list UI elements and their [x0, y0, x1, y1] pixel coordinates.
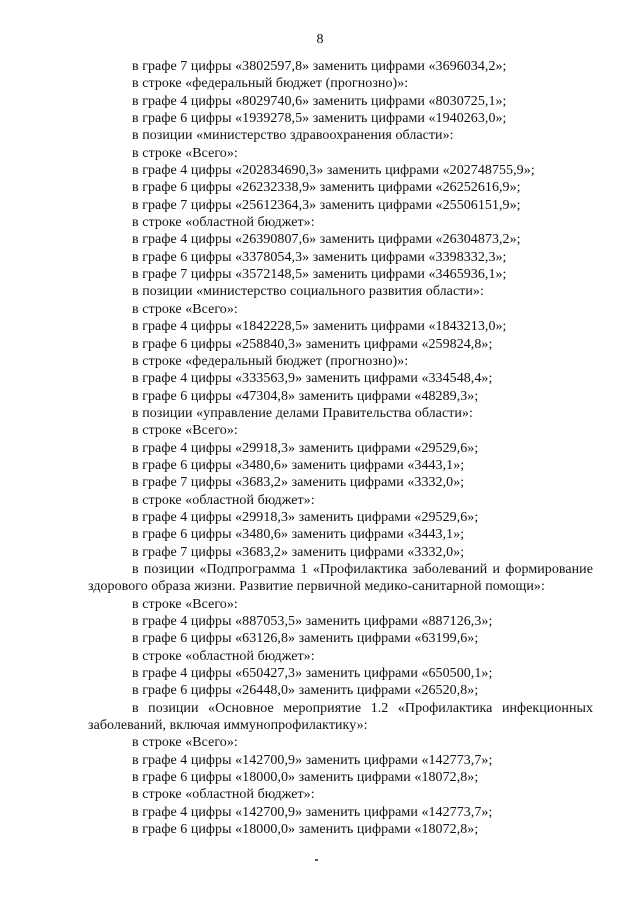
amendment-line: в графе 6 цифры «258840,3» заменить цифрами «259824,8»;: [132, 336, 493, 352]
section-line: в строке «областной бюджет»:: [132, 215, 315, 231]
section-line: в строке «федеральный бюджет (прогнозно)»:: [132, 76, 409, 92]
position-line: в позиции «министерство здравоохранения области»:: [132, 128, 454, 144]
page-number: 8: [316, 32, 324, 47]
amendment-line: в графе 7 цифры «3802597,8» заменить цифрами «3696034,2»;: [132, 59, 507, 74]
amendment-line: в графе 4 цифры «26390807,6» заменить цифрами «26304873,2»;: [132, 232, 521, 248]
position-continuation-line: здорового образа жизни. Развитие первичной медико-санитарной помощи»:: [88, 579, 545, 595]
amendment-line: в графе 6 цифры «18000,0» заменить цифрами «18072,8»;: [132, 770, 479, 786]
section-line: в строке «областной бюджет»:: [132, 492, 315, 508]
section-line: в строке «федеральный бюджет (прогнозно)»:: [132, 353, 409, 369]
position-line: в позиции «Подпрограмма 1 «Профилактика заболеваний и формирование: [132, 561, 593, 577]
position-line: в позиции «Основное мероприятие 1.2 «Профилактика инфекционных: [132, 700, 593, 716]
amendment-line: в графе 4 цифры «29918,3» заменить цифрами «29529,6»;: [132, 509, 479, 525]
amendment-line: в графе 6 цифры «26232338,9» заменить цифрами «26252616,9»;: [132, 180, 521, 196]
section-line: в строке «Всего»:: [132, 423, 238, 439]
section-line: в строке «областной бюджет»:: [132, 787, 315, 803]
amendment-line: в графе 6 цифры «3480,6» заменить цифрами «3443,1»;: [132, 457, 465, 473]
position-line: в позиции «министерство социального развития области»:: [132, 284, 484, 300]
amendment-line: в графе 4 цифры «333563,9» заменить цифрами «334548,4»;: [132, 371, 493, 387]
amendment-line: в графе 4 цифры «202834690,3» заменить цифрами «202748755,9»;: [132, 163, 535, 179]
section-line: в строке «Всего»:: [132, 301, 238, 317]
position-line: в позиции «управление делами Правительства области»:: [132, 405, 473, 421]
amendment-line: в графе 7 цифры «25612364,3» заменить цифрами «25506151,9»;: [132, 197, 521, 213]
amendment-line: в графе 4 цифры «8029740,6» заменить цифрами «8030725,1»;: [132, 93, 507, 109]
amendment-line: в графе 4 цифры «142700,9» заменить цифрами «142773,7»;: [132, 804, 493, 820]
amendment-line: в графе 7 цифры «3572148,5» заменить цифрами «3465936,1»;: [132, 267, 507, 283]
section-line: в строке «Всего»:: [132, 596, 238, 612]
amendment-line: в графе 6 цифры «63126,8» заменить цифрами «63199,6»;: [132, 631, 479, 647]
amendment-line: в графе 4 цифры «650427,3» заменить цифрами «650500,1»;: [132, 666, 493, 682]
section-line: в строке «областной бюджет»:: [132, 648, 315, 664]
amendment-line: в графе 6 цифры «3378054,3» заменить цифрами «3398332,3»;: [132, 249, 507, 265]
amendment-line: в графе 4 цифры «1842228,5» заменить цифрами «1843213,0»;: [132, 319, 507, 335]
amendment-line: в графе 4 цифры «142700,9» заменить цифрами «142773,7»;: [132, 752, 493, 768]
amendment-line: в графе 4 цифры «29918,3» заменить цифрами «29529,6»;: [132, 440, 479, 456]
amendment-line: в графе 4 цифры «887053,5» заменить цифрами «887126,3»;: [132, 614, 493, 629]
position-continuation-line: заболеваний, включая иммунопрофилактику»:: [88, 718, 368, 734]
scan-mark: [315, 859, 318, 861]
amendment-line: в графе 6 цифры «47304,8» заменить цифрами «48289,3»;: [132, 388, 479, 404]
amendment-line: в графе 7 цифры «3683,2» заменить цифрами «3332,0»;: [132, 475, 465, 491]
section-line: в строке «Всего»:: [132, 145, 238, 161]
amendment-line: в графе 6 цифры «3480,6» заменить цифрами «3443,1»;: [132, 527, 465, 543]
amendment-line: в графе 6 цифры «18000,0» заменить цифрами «18072,8»;: [132, 822, 479, 838]
amendment-line: в графе 7 цифры «3683,2» заменить цифрами «3332,0»;: [132, 544, 465, 560]
amendment-line: в графе 6 цифры «1939278,5» заменить цифрами «1940263,0»;: [132, 111, 507, 127]
section-line: в строке «Всего»:: [132, 735, 238, 751]
amendment-line: в графе 6 цифры «26448,0» заменить цифрами «26520,8»;: [132, 683, 479, 699]
document-body: [88, 58, 593, 838]
